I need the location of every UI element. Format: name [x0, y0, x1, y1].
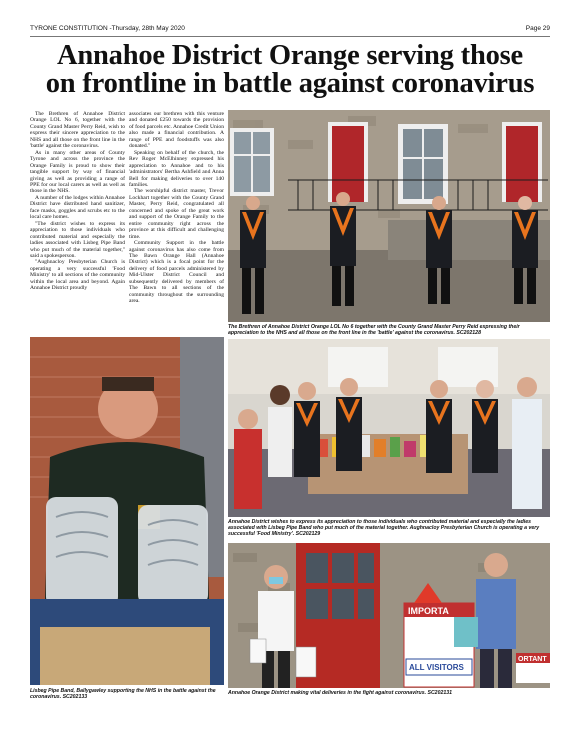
- headline: [28, 42, 552, 98]
- article-column-2: [129, 111, 224, 335]
- article-paragraph: "The district wishes to express its appreciation to those individuals who contributed material and especially the ladies associated with Lisbeg Pipe Band who put much of the material together," said a spokesperson.: [30, 220, 125, 259]
- article-paragraph: The Brethren of Annahoe District Orange LOL No 6, together with the County Grand Master Perry Reid, wish to express their sincere appreciation to the NHS and all those on the front line in the 'battle' against the coronavirus.: [30, 111, 125, 150]
- photo-brethren-outside-hall: [228, 110, 550, 322]
- page-number: Page 29: [525, 25, 550, 32]
- sign-text-ortant: ORTANT: [518, 656, 547, 663]
- newspaper-issue-line: TYRONE CONSTITUTION -Thursday, 28th May 2020: [30, 25, 185, 32]
- article-paragraph: associates our brethren with this venture and donated £250 towards the provision of food parcels etc. Annahoe Credit Union also made a financial contribution. A range of PPE and foodstuffs was also donated.": [129, 111, 224, 150]
- article-column-1: [30, 111, 125, 335]
- article-paragraph: A number of the lodges within Annahoe District have distributed hand sanitizer, face masks, goggles and scrubs etc to the local care homes.: [30, 194, 125, 221]
- photo-food-ministry-group: [228, 339, 550, 517]
- caption-deliveries-photo: Annahoe Orange District making vital deliveries in the fight against coronavirus. SC202131: [228, 690, 452, 696]
- article-paragraph: The worshipful district master, Trevor Lockhart together with the County Grand Master, Perry Reid, congratulated all concerned and spoke of the great work and support of the Orange Family to the entire community right across the province at this difficult and challenging time.: [129, 188, 224, 240]
- headline-line-1: Annahoe District Orange serving those: [57, 40, 523, 71]
- caption-pipe-band-photo: Lisbeg Pipe Band, Ballygawley supporting the NHS in the battle against the coronavirus. SC202133: [30, 688, 216, 701]
- caption-food-ministry-photo: Annahoe District wishes to express its appreciation to those individuals who contributed material and especially the ladies associated with Lisbeg Pipe Band who put much of the material together. Aughnacloy Presbyterian Church is operating a very successful 'Food Ministry'. SC202129: [228, 519, 540, 538]
- article-paragraph: "Aughnacloy Presbyterian Church is operating a very successful 'Food Ministry' to all sections of the community within the local area and beyond. Again Annahoe District proudly: [30, 259, 125, 292]
- sign-text-visitors: ALL VISITORS: [409, 663, 464, 672]
- article-paragraph: As in many other areas of County Tyrone and across the province the Orange Family is proud to show their tangible support by way of financial giving as well as providing a range of PPE for our local carers as well as well as those in the NHS.: [30, 149, 125, 195]
- photo-pipe-band-man-with-visors: [30, 337, 224, 685]
- photo-deliveries-doorway: [228, 543, 550, 688]
- headline-line-2: on frontline in battle against coronavirus: [45, 68, 535, 99]
- caption-brethren-photo: The Brethren of Annahoe District Orange LOL No 6 together with the County Grand Master Perry Reid expressing their appreciation to the NHS and all those on the front line in the 'battle' against the coronavirus. SC202128: [228, 324, 520, 337]
- article-paragraph: Community Support in the battle against coronavirus has also come from The Bawn Orange Hall (Annahoe District) which is a focal point for the delivery of food parcels administered by Mid-Ulster District Council and subsequently delivered by members of The Bawn to all sections of the community throughout the surrounding area.: [129, 240, 224, 305]
- sign-text-important: IMPORTA: [408, 606, 449, 616]
- page-header: [30, 24, 550, 37]
- article-paragraph: Speaking on behalf of the church, the Rev Roger McElhinney expressed his appreciation to Annahoe and to his 'administrators' Bertha Ashfield and Anna Bell for making deliveries to over 140 families.: [129, 149, 224, 188]
